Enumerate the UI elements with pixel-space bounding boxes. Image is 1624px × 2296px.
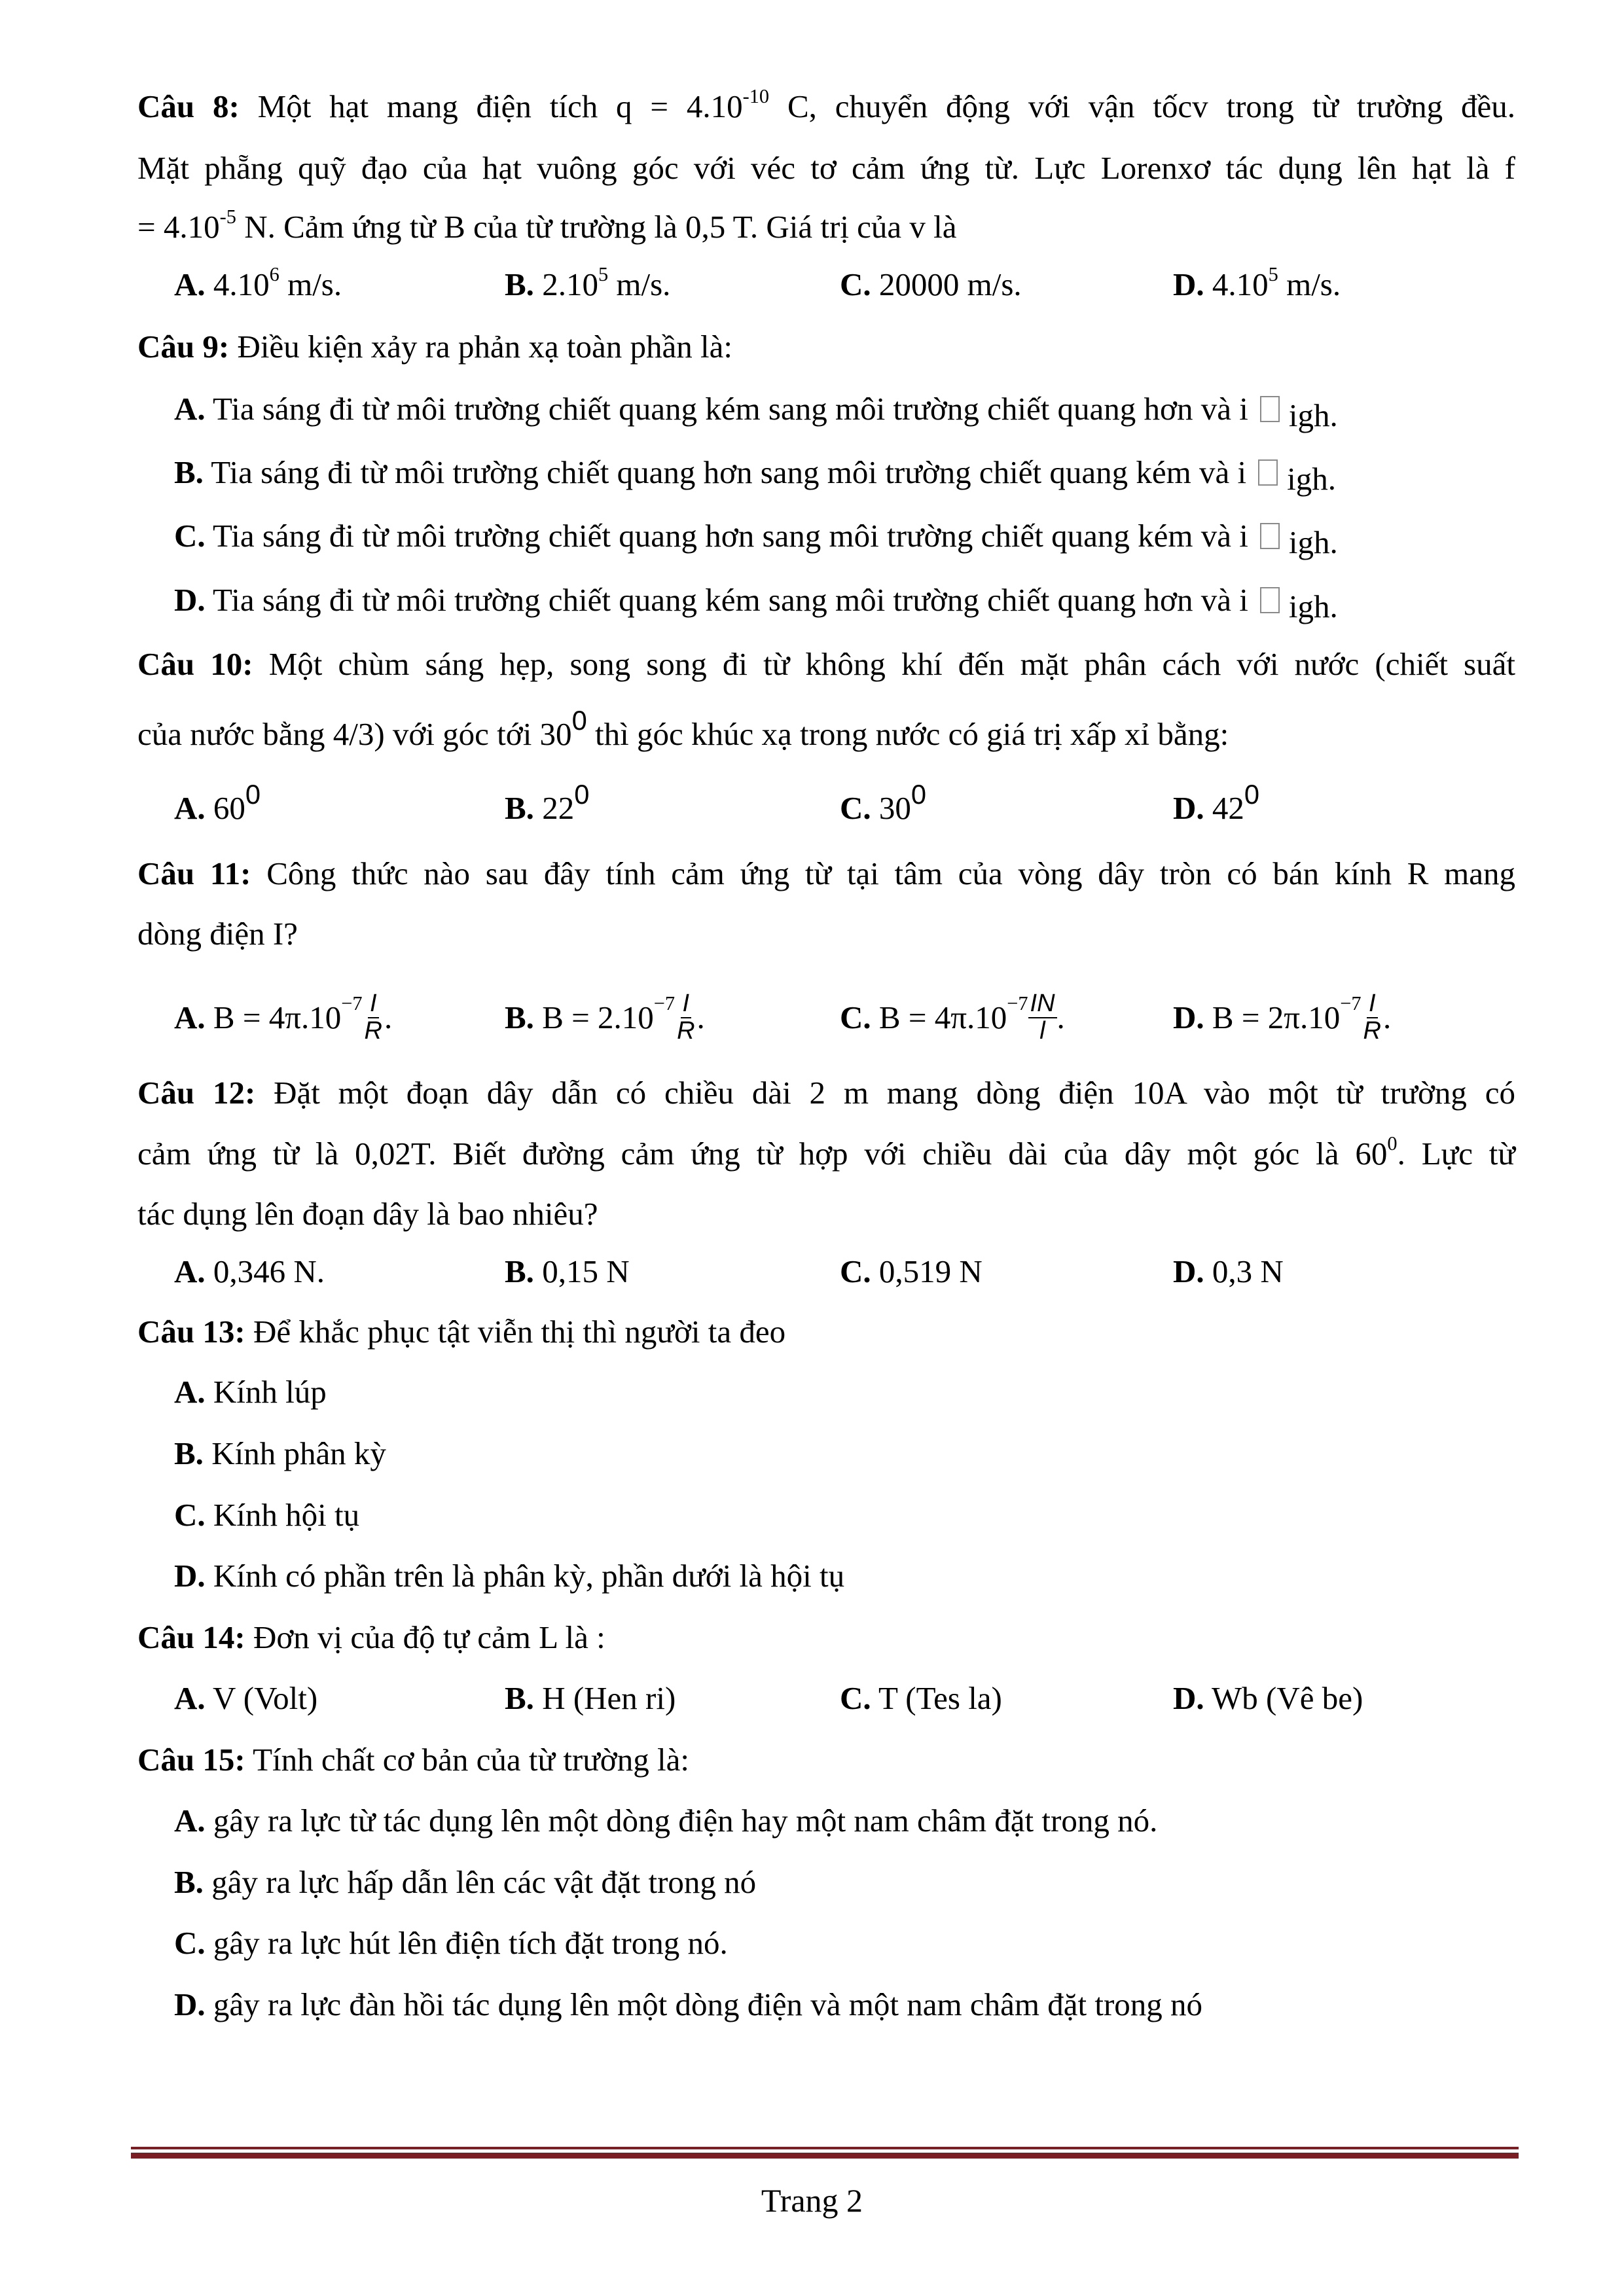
q12-option-c: C. 0,519 N bbox=[840, 1253, 983, 1289]
fraction: $\frac{I}{R}$ bbox=[1363, 990, 1381, 1045]
q14-question: Câu 14: Đơn vị của độ tự cảm L là : bbox=[137, 1619, 605, 1655]
q8-line-3: = $4.10^{-5}$ N. Cảm ứng từ B của từ trường là 0,5 T. Giá trị của v là bbox=[137, 206, 957, 245]
q12-line-1: Câu 12: Đặt một đoạn dây dẫn có chiều dài 2 m mang dòng điện 10A vào một từ trường có bbox=[137, 1075, 1515, 1111]
q11-line-2: dòng điện I? bbox=[137, 916, 298, 952]
q9-option-c: C. Tia sáng đi từ môi trường chiết quang hơn sang môi trường chiết quang kém và i igh. bbox=[174, 518, 1338, 560]
footer-rule-top bbox=[131, 2147, 1519, 2149]
q13-option-d: D. Kính có phần trên là phân kỳ, phần dưới là hội tụ bbox=[174, 1558, 845, 1594]
q15-option-d: D. gây ra lực đàn hồi tác dụng lên một dòng điện và một nam châm đặt trong nó bbox=[174, 1986, 1203, 2022]
q14-option-b: B. H (Hen ri) bbox=[505, 1680, 676, 1716]
q15-option-a: A. gây ra lực từ tác dụng lên một dòng điện hay một nam châm đặt trong nó. bbox=[174, 1803, 1158, 1839]
q13-question: Câu 13: Để khắc phục tật viễn thị thì người ta đeo bbox=[137, 1314, 786, 1350]
page-number: Trang 2 bbox=[761, 2182, 863, 2219]
q9-option-b: B. Tia sáng đi từ môi trường chiết quang hơn sang môi trường chiết quang kém và i igh. bbox=[174, 454, 1337, 497]
q13-option-c: C. Kính hội tụ bbox=[174, 1497, 360, 1533]
q12-line-2: cảm ứng từ là 0,02T. Biết đường cảm ứng từ hợp với chiều dài của dây một góc là $60^0$. Lực từ bbox=[137, 1132, 1515, 1172]
q12-option-a: A. 0,346 N. bbox=[174, 1253, 325, 1289]
q9-question: Câu 9: Điều kiện xảy ra phản xạ toàn phần là: bbox=[137, 329, 732, 365]
q12-option-d: D. 0,3 N bbox=[1173, 1253, 1284, 1289]
q15-option-c: C. gây ra lực hút lên điện tích đặt trong nó. bbox=[174, 1925, 728, 1961]
q11-option-b: B. B = 2.10 $^{-7}$ $\frac{I}{R}$ . bbox=[505, 990, 705, 1045]
q10-line-2: của nước bằng 4/3) với góc tới $30^0$ thì góc khúc xạ trong nước có giá trị xấp xỉ bằng: bbox=[137, 705, 1229, 752]
q12-option-b: B. 0,15 N bbox=[505, 1253, 630, 1289]
q14-option-c: C. T (Tes la) bbox=[840, 1680, 1002, 1716]
q11-line-1: Câu 11: Công thức nào sau đây tính cảm ứng từ tại tâm của vòng dây tròn có bán kính R mang bbox=[137, 855, 1515, 891]
q15-question: Câu 15: Tính chất cơ bản của từ trường là: bbox=[137, 1742, 689, 1778]
q10-option-b: B. $22^0$ bbox=[505, 779, 590, 826]
q10-line-1: Câu 10: Một chùm sáng hẹp, song song đi từ không khí đến mặt phân cách với nước (chiết suất bbox=[137, 646, 1515, 682]
fraction: $\frac{I}{R}$ bbox=[364, 990, 382, 1045]
q13-option-a: A. Kính lúp bbox=[174, 1374, 327, 1410]
missing-glyph-box bbox=[1260, 396, 1280, 422]
q10-option-c: C. $30^0$ bbox=[840, 779, 927, 826]
q11-option-d: D. B = 2π.10 $^{-7}$ $\frac{I}{R}$ . bbox=[1173, 990, 1392, 1045]
q9-option-a: A. Tia sáng đi từ môi trường chiết quang kém sang môi trường chiết quang hơn và i igh. bbox=[174, 391, 1338, 433]
footer-rule-bottom bbox=[131, 2153, 1519, 2159]
q8-option-a: A. 4.10$^6$ m/s. bbox=[174, 263, 342, 302]
q8-option-b: B. 2.10$^5$ m/s. bbox=[505, 263, 671, 302]
missing-glyph-box bbox=[1260, 523, 1280, 549]
missing-glyph-box bbox=[1260, 587, 1280, 613]
q11-option-a: A. B = 4π.10 $^{-7}$ $\frac{I}{R}$ . bbox=[174, 990, 393, 1045]
q11-option-c: C. B = 4π.10 $^{-7}$ $\frac{IN}{l}$ . bbox=[840, 990, 1065, 1045]
q8-option-c: C. 20000 m/s. bbox=[840, 266, 1022, 302]
q10-option-a: A. $60^0$ bbox=[174, 779, 261, 826]
q12-line-3: tác dụng lên đoạn dây là bao nhiêu? bbox=[137, 1196, 598, 1232]
q8-option-d: D. 4.10$^5$ m/s. bbox=[1173, 263, 1341, 302]
q13-option-b: B. Kính phân kỳ bbox=[174, 1435, 386, 1471]
q8-line-2: Mặt phẵng quỹ đạo của hạt vuông góc với véc tơ cảm ứng từ. Lực Lorenxơ tác dụng lên hạt là f bbox=[137, 150, 1515, 186]
q15-option-b: B. gây ra lực hấp dẫn lên các vật đặt trong nó bbox=[174, 1864, 757, 1900]
fraction: $\frac{I}{R}$ bbox=[677, 990, 695, 1045]
missing-glyph-box bbox=[1258, 459, 1278, 486]
fraction: $\frac{IN}{l}$ bbox=[1028, 991, 1057, 1045]
q10-option-d: D. $42^0$ bbox=[1173, 779, 1260, 826]
q14-option-a: A. V (Volt) bbox=[174, 1680, 318, 1716]
q9-option-d: D. Tia sáng đi từ môi trường chiết quang kém sang môi trường chiết quang hơn và i igh. bbox=[174, 582, 1338, 624]
q14-option-d: D. Wb (Vê be) bbox=[1173, 1680, 1363, 1716]
q8-line-1: Câu 8: Một hạt mang điện tích $q = 4.10^{-10}$ C, chuyển động với vận tốcv trong từ trường đều. bbox=[137, 85, 1515, 124]
